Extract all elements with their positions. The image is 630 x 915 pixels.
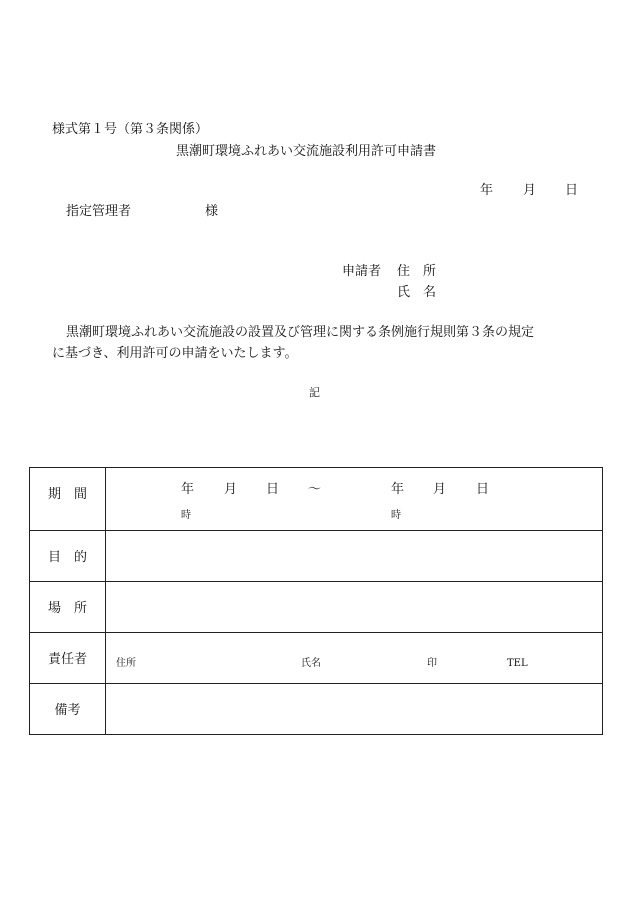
remarks-value-cell[interactable] xyxy=(106,684,603,735)
period-label-cell xyxy=(30,468,106,531)
table-row-responsible xyxy=(30,633,603,684)
applicant-address-label: 住 所 xyxy=(397,264,437,279)
responsible-name-label: 氏名 xyxy=(301,658,321,669)
period-hour-2: 時 xyxy=(391,510,401,521)
period-value-cell[interactable] xyxy=(106,468,603,531)
applicant-label: 申請者 xyxy=(342,264,382,279)
purpose-label: 目 的 xyxy=(47,550,87,565)
purpose-value-cell[interactable] xyxy=(106,531,603,582)
applicant-name-label: 氏 名 xyxy=(397,285,437,300)
body-line-2: に基づき、利用許可の申請をいたします。 xyxy=(52,346,298,361)
place-label-cell xyxy=(30,582,106,633)
period-year-1: 年 xyxy=(181,482,195,497)
period-month-1: 月 xyxy=(224,482,238,497)
period-day-2: 日 xyxy=(476,482,490,497)
responsible-seal-label: 印 xyxy=(427,658,437,669)
period-year-2: 年 xyxy=(391,482,405,497)
period-hour-1: 時 xyxy=(181,510,191,521)
responsible-label: 責任者 xyxy=(47,652,87,667)
place-value-cell[interactable] xyxy=(106,582,603,633)
form-number: 様式第１号（第３条関係） xyxy=(52,122,209,137)
table-row-period xyxy=(30,468,603,531)
table-row-purpose xyxy=(30,531,603,582)
date-year: 年 xyxy=(480,183,494,198)
responsible-tel-label: TEL xyxy=(507,658,528,669)
addressee-honorific: 様 xyxy=(205,204,219,219)
period-month-2: 月 xyxy=(433,482,447,497)
responsible-label-cell xyxy=(30,633,106,684)
addressee-name: 指定管理者 xyxy=(66,204,132,219)
application-table xyxy=(29,467,603,735)
remarks-label-cell xyxy=(30,684,106,735)
date-day: 日 xyxy=(565,183,579,198)
body-line-1: 黒潮町環境ふれあい交流施設の設置及び管理に関する条例施行規則第３条の規定 xyxy=(66,325,535,340)
period-tilde: ～ xyxy=(308,482,322,497)
remarks-label: 備考 xyxy=(54,703,81,718)
table-row-place xyxy=(30,582,603,633)
page-title: 黒潮町環境ふれあい交流施設利用許可申請書 xyxy=(176,144,437,159)
ki-label: 記 xyxy=(309,386,320,399)
responsible-value-cell[interactable] xyxy=(106,633,603,684)
date-month: 月 xyxy=(523,183,537,198)
period-label: 期 間 xyxy=(47,487,87,502)
purpose-label-cell xyxy=(30,531,106,582)
period-day-1: 日 xyxy=(266,482,280,497)
table-row-remarks xyxy=(30,684,603,735)
responsible-address-label: 住所 xyxy=(116,658,136,669)
place-label: 場 所 xyxy=(47,601,87,616)
